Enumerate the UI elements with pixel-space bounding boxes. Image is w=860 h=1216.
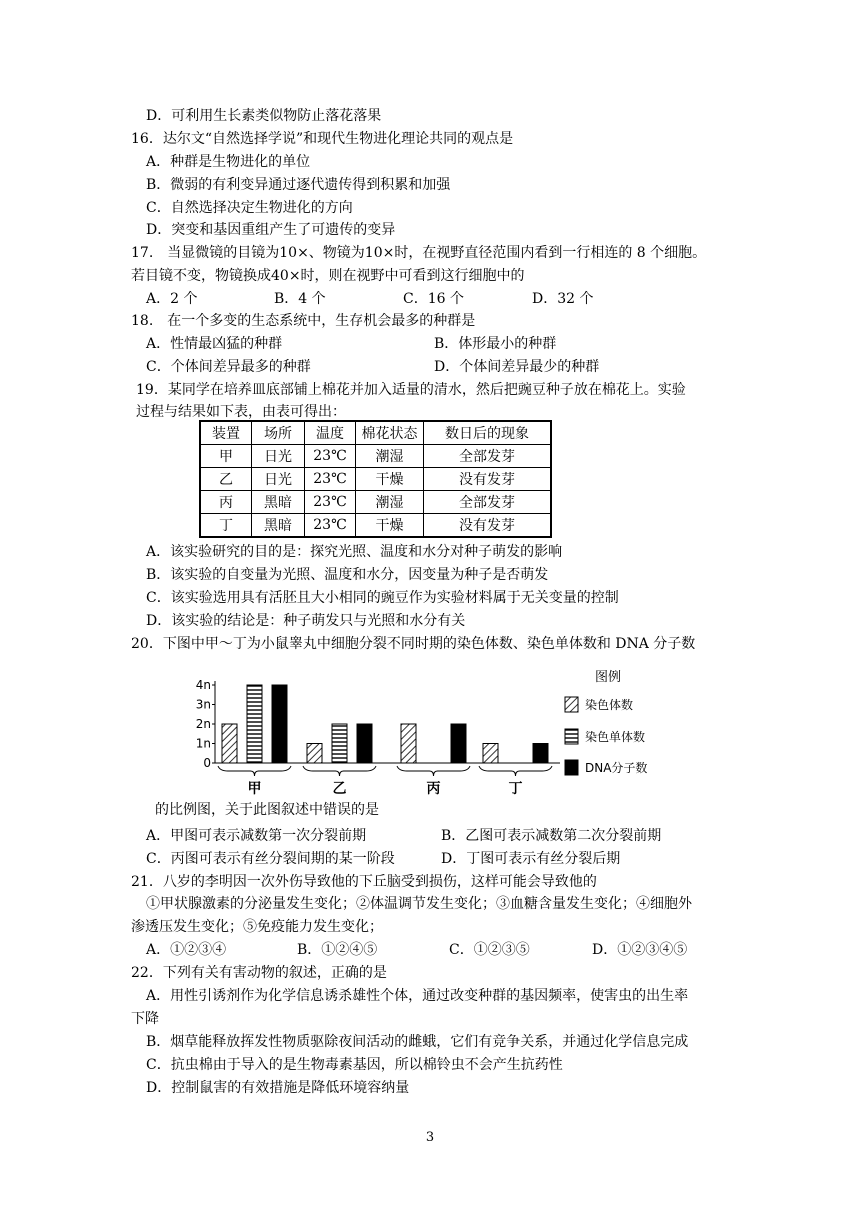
legend-swatch — [565, 729, 578, 744]
table-cell: 23℃ — [305, 514, 356, 538]
question-16-stem: 16．达尔文“自然选择学说”和现代生物进化理论共同的观点是 — [131, 131, 514, 147]
option-20a: A．甲图可表示减数第一次分裂前期 — [146, 828, 367, 844]
table-cell: 丙 — [200, 491, 252, 514]
bar — [332, 724, 347, 763]
question-17-stem-cont: 若目镜不变，物镜换成40×时，则在视野中可看到这行细胞中的 — [131, 268, 525, 284]
table-row — [200, 445, 551, 468]
table-row — [200, 514, 551, 538]
option-21a: A．①②③④ — [146, 942, 227, 958]
option-17a: A．2 个 — [146, 291, 198, 307]
y-tick-label: 0 — [203, 756, 211, 770]
option-17c: C．16 个 — [403, 291, 464, 307]
option-19d: D．该实验的结论是：种子萌发只与光照和水分有关 — [146, 613, 466, 629]
question-18-stem: 18. 在一个多变的生态系统中，生存机会最多的种群是 — [131, 313, 476, 329]
option-21c: C．①②③⑤ — [449, 942, 530, 958]
table-cell: 干燥 — [356, 514, 424, 538]
category-label: 丙 — [426, 781, 441, 797]
table-cell: 丁 — [200, 514, 252, 538]
table-header-row — [200, 421, 551, 445]
group-bracket — [397, 766, 470, 776]
question-20-stem-cont: 的比例图，关于此图叙述中错误的是 — [155, 802, 379, 818]
question-21-items-cont: 渗透压发生变化；⑤免疫能力发生变化； — [131, 919, 383, 935]
table-cell: 黑暗 — [252, 514, 305, 538]
option-19b: B．该实验的自变量为光照、温度和水分，因变量为种子是否萌发 — [146, 567, 549, 583]
y-tick-label: 4n — [195, 678, 211, 692]
table-row — [200, 468, 551, 491]
bar — [222, 724, 237, 763]
category-label: 丁 — [508, 781, 523, 797]
table-header: 装置 — [200, 421, 252, 445]
table-header: 场所 — [252, 421, 305, 445]
bar — [307, 744, 322, 764]
table-cell: 23℃ — [305, 445, 356, 468]
bar-chart — [185, 665, 675, 805]
option-18a: A．性情最凶猛的种群 — [146, 336, 283, 352]
table-cell: 23℃ — [305, 468, 356, 491]
option-22a-cont: 下降 — [131, 1011, 159, 1027]
bar — [401, 724, 416, 763]
question-19-stem: 19．某同学在培养皿底部铺上棉花并加入适量的清水，然后把豌豆种子放在棉花上。实验 — [136, 382, 686, 398]
question-19-stem-cont: 过程与结果如下表，由表可得出： — [136, 404, 346, 420]
table-cell: 干燥 — [356, 468, 424, 491]
table-cell: 日光 — [252, 468, 305, 491]
table-cell: 乙 — [200, 468, 252, 491]
y-tick-label: 2n — [195, 717, 211, 731]
category-label: 乙 — [332, 781, 347, 797]
option-18d: D．个体间差异最少的种群 — [434, 359, 600, 375]
option-18c: C．个体间差异最多的种群 — [146, 359, 311, 375]
group-bracket — [218, 766, 291, 776]
option-16c: C．自然选择决定生物进化的方向 — [146, 200, 353, 216]
y-tick-label: 3n — [195, 697, 211, 712]
bar — [533, 744, 548, 764]
legend-label: 染色体数 — [585, 698, 634, 712]
bar — [483, 744, 498, 764]
table-cell: 全部发芽 — [424, 445, 552, 468]
table-cell: 潮湿 — [356, 491, 424, 514]
legend-swatch — [565, 760, 578, 775]
option-22b: B．烟草能释放挥发性物质驱除夜间活动的雌蛾，它们有竞争关系，并通过化学信息完成 — [146, 1034, 689, 1050]
table-cell: 日光 — [252, 445, 305, 468]
group-bracket — [479, 766, 552, 776]
table-cell: 没有发芽 — [424, 514, 552, 538]
question-17-stem: 17. 当显微镜的目镜为10×、物镜为10×时，在视野直径范围内看到一行相连的 8 个细胞。 — [131, 245, 707, 261]
y-tick-label: 1n — [195, 736, 211, 751]
question-21-stem: 21．八岁的李明因一次外伤导致他的下丘脑受到损伤，这样可能会导致他的 — [131, 874, 597, 890]
table-cell: 潮湿 — [356, 445, 424, 468]
table-cell: 23℃ — [305, 491, 356, 514]
option-21b: B．①②④⑤ — [297, 942, 378, 958]
option-21d: D．①②③④⑤ — [592, 942, 688, 958]
question-21-items: ①甲状腺激素的分泌量发生变化；②体温调节发生变化；③血糖含量发生变化；④细胞外 — [146, 896, 692, 912]
legend-swatch — [565, 697, 578, 712]
table-header: 数日后的现象 — [424, 421, 552, 445]
category-label: 甲 — [247, 781, 262, 797]
experiment-table — [199, 420, 552, 538]
option-22c: C．抗虫棉由于导入的是生物毒素基因，所以棉铃虫不会产生抗药性 — [146, 1057, 563, 1073]
option-17b: B．4 个 — [274, 291, 326, 307]
option-18b: B．体形最小的种群 — [434, 336, 557, 352]
table-cell: 全部发芽 — [424, 491, 552, 514]
option-16d: D．突变和基因重组产生了可遗传的变异 — [146, 222, 396, 238]
option-22d: D．控制鼠害的有效措施是降低环境容纳量 — [146, 1080, 410, 1096]
option-17d: D．32 个 — [532, 291, 594, 307]
bar — [272, 685, 287, 763]
page-number: 3 — [425, 1130, 435, 1145]
table-row — [200, 491, 551, 514]
option-15d: D．可利用生长素类似物防止落花落果 — [146, 108, 382, 124]
legend-label: 染色单体数 — [585, 730, 646, 744]
option-19c: C．该实验选用具有活胚且大小相同的豌豆作为实验材料属于无关变量的控制 — [146, 590, 619, 606]
question-22-stem: 22．下列有关有害动物的叙述，正确的是 — [131, 965, 387, 981]
group-bracket — [303, 766, 376, 776]
table-cell: 甲 — [200, 445, 252, 468]
option-16b: B．微弱的有利变异通过逐代遗传得到积累和加强 — [146, 177, 451, 193]
question-20-stem: 20．下图中甲～丁为小鼠睾丸中细胞分裂不同时期的染色体数、染色单体数和 DNA 分子数 — [131, 636, 696, 652]
legend-label: DNA分子数 — [585, 761, 648, 775]
option-20c: C．丙图可表示有丝分裂间期的某一阶段 — [146, 851, 395, 867]
bar — [451, 724, 466, 763]
bar — [247, 685, 262, 763]
option-19a: A．该实验研究的目的是：探究光照、温度和水分对种子萌发的影响 — [146, 544, 563, 560]
table-header: 温度 — [305, 421, 356, 445]
bar — [357, 724, 372, 763]
table-cell: 黑暗 — [252, 491, 305, 514]
table-cell: 没有发芽 — [424, 468, 552, 491]
option-16a: A．种群是生物进化的单位 — [146, 154, 311, 170]
option-20d: D．丁图可表示有丝分裂后期 — [441, 851, 621, 867]
legend-title: 图例 — [595, 670, 622, 685]
option-22a: A．用性引诱剂作为化学信息诱杀雄性个体，通过改变种群的基因频率，使害虫的出生率 — [146, 988, 689, 1004]
option-20b: B．乙图可表示减数第二次分裂前期 — [441, 828, 662, 844]
table-header: 棉花状态 — [356, 421, 424, 445]
